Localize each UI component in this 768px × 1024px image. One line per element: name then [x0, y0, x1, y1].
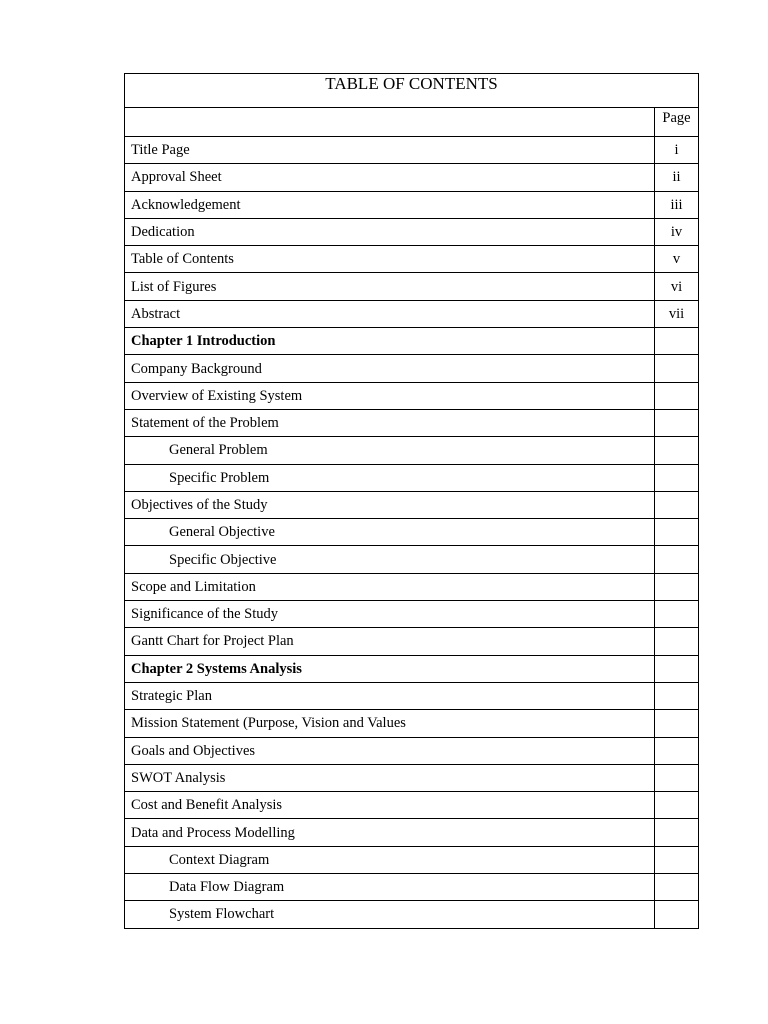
toc-entry-row — [125, 409, 699, 436]
entry-title: Table of Contents — [125, 246, 655, 273]
entry-page-number — [655, 573, 699, 600]
entry-title: Cost and Benefit Analysis — [125, 792, 655, 819]
entry-title: Goals and Objectives — [125, 737, 655, 764]
entry-page-number — [655, 874, 699, 901]
entry-page-number — [655, 819, 699, 846]
entry-title: Strategic Plan — [125, 682, 655, 709]
entry-title: Data Flow Diagram — [125, 874, 655, 901]
entry-page-number: v — [655, 246, 699, 273]
entry-page-number — [655, 409, 699, 436]
entry-page-number — [655, 655, 699, 682]
entry-page-number — [655, 464, 699, 491]
toc-chapter-row — [125, 655, 699, 682]
toc-subsection-row — [125, 874, 699, 901]
toc-entry-row — [125, 819, 699, 846]
entry-page-number — [655, 628, 699, 655]
entry-page-number — [655, 546, 699, 573]
entry-page-number — [655, 682, 699, 709]
entry-title: Acknowledgement — [125, 191, 655, 218]
toc-subsection-row — [125, 464, 699, 491]
entry-title: Data and Process Modelling — [125, 819, 655, 846]
entry-page-number — [655, 792, 699, 819]
toc-entry-row — [125, 491, 699, 518]
toc-title-row — [125, 74, 699, 108]
entry-title: Specific Problem — [125, 464, 655, 491]
entry-page-number — [655, 382, 699, 409]
entry-title: Context Diagram — [125, 846, 655, 873]
entry-page-number — [655, 764, 699, 791]
toc-entry-row — [125, 382, 699, 409]
toc-subsection-row — [125, 901, 699, 928]
entry-title: Mission Statement (Purpose, Vision and Values — [125, 710, 655, 737]
toc-entry-row — [125, 191, 699, 218]
entry-title: Gantt Chart for Project Plan — [125, 628, 655, 655]
entry-page-number — [655, 710, 699, 737]
toc-subsection-row — [125, 519, 699, 546]
toc-entry-row — [125, 218, 699, 245]
entry-title: General Problem — [125, 437, 655, 464]
toc-subsection-row — [125, 437, 699, 464]
toc-entry-row — [125, 682, 699, 709]
entry-page-number — [655, 491, 699, 518]
entry-page-number: iv — [655, 218, 699, 245]
entry-page-number — [655, 601, 699, 628]
entry-title: Significance of the Study — [125, 601, 655, 628]
entry-page-number — [655, 437, 699, 464]
toc-entry-row — [125, 737, 699, 764]
entry-page-number: i — [655, 137, 699, 164]
entry-title: Specific Objective — [125, 546, 655, 573]
entry-page-number: iii — [655, 191, 699, 218]
entry-page-number: vii — [655, 300, 699, 327]
entry-page-number — [655, 846, 699, 873]
entry-page-number: ii — [655, 164, 699, 191]
toc-entry-row — [125, 601, 699, 628]
entry-title: System Flowchart — [125, 901, 655, 928]
entry-title: SWOT Analysis — [125, 764, 655, 791]
chapter-title: Chapter 1 Introduction — [125, 328, 655, 355]
toc-entry-row — [125, 355, 699, 382]
table-of-contents — [124, 73, 699, 929]
toc-heading: TABLE OF CONTENTS — [125, 74, 699, 108]
entry-title: Title Page — [125, 137, 655, 164]
header-blank-cell — [125, 108, 655, 137]
toc-entry-row — [125, 792, 699, 819]
entry-title: Approval Sheet — [125, 164, 655, 191]
entry-title: General Objective — [125, 519, 655, 546]
entry-page-number — [655, 737, 699, 764]
toc-entry-row — [125, 137, 699, 164]
toc-chapter-row — [125, 328, 699, 355]
toc-entry-row — [125, 164, 699, 191]
entry-title: Overview of Existing System — [125, 382, 655, 409]
entry-page-number — [655, 519, 699, 546]
entry-title: Company Background — [125, 355, 655, 382]
page-column-header: Page — [655, 108, 699, 137]
entry-title: Abstract — [125, 300, 655, 327]
toc-entry-row — [125, 273, 699, 300]
toc-entry-row — [125, 628, 699, 655]
toc-entry-row — [125, 246, 699, 273]
entry-page-number — [655, 901, 699, 928]
toc-subsection-row — [125, 846, 699, 873]
entry-title: Scope and Limitation — [125, 573, 655, 600]
toc-entry-row — [125, 573, 699, 600]
toc-subsection-row — [125, 546, 699, 573]
toc-header-row — [125, 108, 699, 137]
entry-title: Statement of the Problem — [125, 409, 655, 436]
entry-page-number: vi — [655, 273, 699, 300]
entry-title: Objectives of the Study — [125, 491, 655, 518]
entry-page-number — [655, 328, 699, 355]
entry-title: List of Figures — [125, 273, 655, 300]
toc-entry-row — [125, 300, 699, 327]
chapter-title: Chapter 2 Systems Analysis — [125, 655, 655, 682]
entry-page-number — [655, 355, 699, 382]
toc-entry-row — [125, 764, 699, 791]
entry-title: Dedication — [125, 218, 655, 245]
toc-entry-row — [125, 710, 699, 737]
